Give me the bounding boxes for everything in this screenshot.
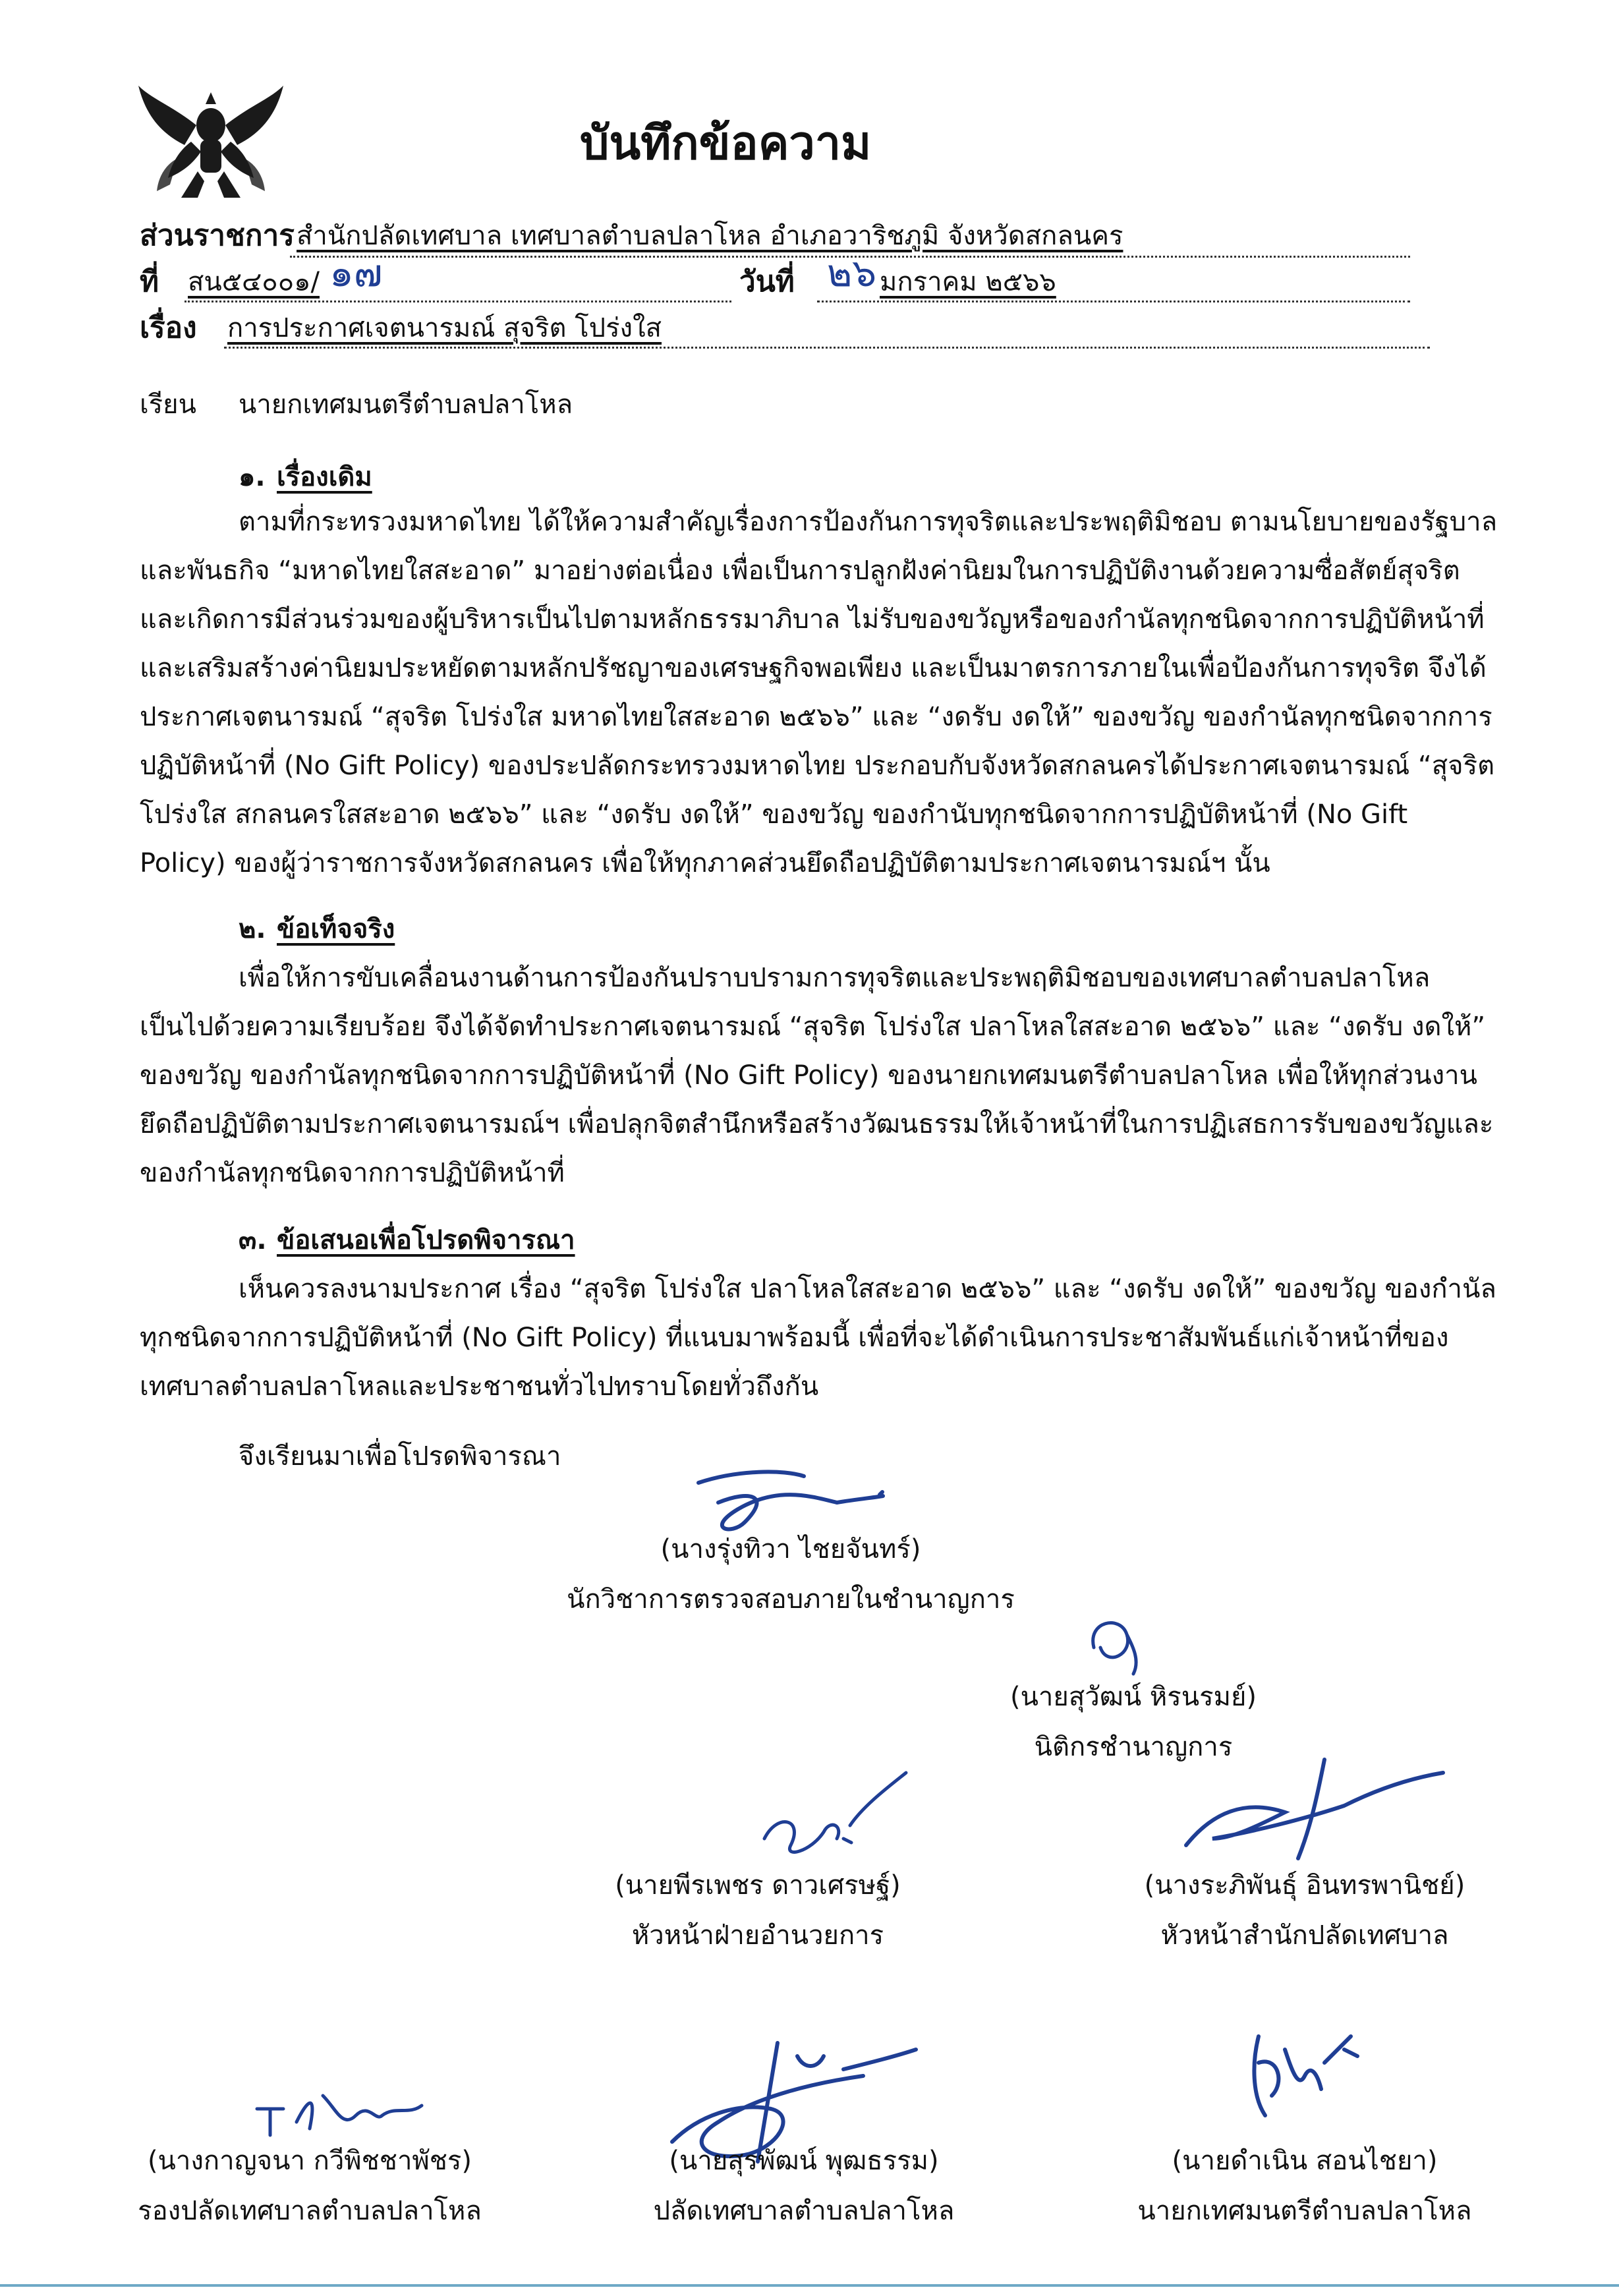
signatory-7-position: นายกเทศมนตรีตำบลปลาโหล — [1137, 2196, 1472, 2226]
section-3-num: ๓. — [239, 1225, 267, 1255]
agency-label: ส่วนราชการ — [140, 219, 295, 252]
subject-value: การประกาศเจตนารมณ์ สุจริต โปร่งใส — [227, 313, 662, 343]
closing-text: จึงเรียนมาเพื่อโปรดพิจารณา — [239, 1441, 561, 1472]
signatory-1-name: (นางรุ่งทิวา ไชยจันทร์) — [660, 1534, 921, 1564]
signatory-3-position: หัวหน้าฝ่ายอำนวยการ — [631, 1920, 884, 1951]
subject-label: เรื่อง — [140, 311, 197, 345]
ref-label: ที่ — [140, 265, 159, 299]
signatory-2-name: (นายสุวัฒน์ หิรนรมย์) — [1009, 1682, 1257, 1712]
salutation-value: นายกเทศมนตรีตำบลปลาโหล — [239, 389, 573, 420]
ref-value: สน๕๔๐๐๑/ — [188, 267, 320, 297]
page-title: บันทึกข้อความ — [580, 116, 872, 170]
section-2-line: เพื่อให้การขับเคลื่อนงานด้านการป้องกันปราบปรามการทุจริตและประพฤติมิชอบของเทศบาลตำบลปลาโหล — [239, 963, 1431, 993]
section-2-line: ของขวัญ ของกำนัลทุกชนิดจากการปฏิบัติหน้าที่ (No Gift Policy) ของนายกเทศมนตรีตำบลปลาโหล เพื่อให้ทุกส่วนงาน — [140, 1060, 1477, 1091]
section-2-line: ของกำนัลทุกชนิดจากการปฏิบัติหน้าที่ — [140, 1158, 565, 1188]
signatory-3-name: (นายพีรเพชร ดาวเศรษฐ์) — [615, 1870, 901, 1901]
section-1-line: ประกาศเจตนารมณ์ “สุจริต โปร่งใส มหาดไทยใสสะอาด ๒๕๖๖” และ “งดรับ งดให้” ของขวัญ ของกำนัลทุกชนิดจากการ — [140, 702, 1492, 732]
signatory-5-name: (นางกาญจนา กวีพิชชาพัชร) — [147, 2146, 472, 2176]
signature-2-mark — [1081, 1608, 1160, 1680]
section-1-heading: เรื่องเดิม — [277, 462, 372, 492]
section-3-line: เทศบาลตำบลปลาโหลและประชาชนทั่วไปทราบโดยทั่วถึงกัน — [140, 1371, 819, 1402]
signatory-2-position: นิติกรชำนาญการ — [1034, 1732, 1233, 1762]
signatory-5-position: รองปลัดเทศบาลตำบลปลาโหล — [138, 2196, 482, 2226]
signature-4-mark — [1173, 1753, 1450, 1865]
signatory-6-position: ปลัดเทศบาลตำบลปลาโหล — [653, 2196, 955, 2226]
date-day-handwritten: ๒๖ — [827, 250, 877, 295]
date-dotline — [817, 301, 1410, 302]
bottom-rule — [0, 2284, 1619, 2287]
section-3-line: เห็นควรลงนามประกาศ เรื่อง “สุจริต โปร่งใส ปลาโหลใสสะอาด ๒๕๖๖” และ “งดรับ งดให้” ของขวัญ ของกำนัล — [239, 1274, 1496, 1304]
section-2-num: ๒. — [239, 914, 266, 944]
ref-number-handwritten: ๑๗ — [329, 250, 383, 295]
ref-dotline — [185, 301, 731, 302]
section-3-heading: ข้อเสนอเพื่อโปรดพิจารณา — [277, 1225, 575, 1255]
garuda-emblem-icon — [132, 79, 290, 204]
signatory-7-name: (นายดำเนิน สอนไชยา) — [1172, 2146, 1438, 2176]
section-3-line: ทุกชนิดจากการปฏิบัติหน้าที่ (No Gift Policy) ที่แนบมาพร้อมนี้ เพื่อที่จะได้ดำเนินการประชาสัมพันธ์แก่เจ้าหน้าที่ของ — [140, 1323, 1449, 1353]
agency-value: สำนักปลัดเทศบาล เทศบาลตำบลปลาโหล อำเภอวาริชภูมิ จังหวัดสกลนคร — [297, 221, 1123, 251]
section-2-line: เป็นไปด้วยความเรียบร้อย จึงได้จัดทำประกาศเจตนารมณ์ “สุจริต โปร่งใส ปลาโหลใสสะอาด ๒๕๖๖” และ “งดรับ งดให้” — [140, 1012, 1486, 1042]
signatory-6-name: (นายสุรพัฒน์ พุฒธรรม) — [669, 2146, 939, 2176]
section-1-line: ตามที่กระทรวงมหาดไทย ได้ให้ความสำคัญเรื่องการป้องกันการทุจริตและประพฤติมิชอบ ตามนโยบายของรัฐบาล — [239, 507, 1498, 537]
section-1-line: และเสริมสร้างค่านิยมประหยัดตามหลักปรัชญาของเศรษฐกิจพอเพียง และเป็นมาตรการภายในเพื่อป้องกันการทุจริต จึงได้ — [140, 653, 1487, 683]
section-2-heading: ข้อเท็จจริง — [277, 914, 395, 944]
section-1-line: Policy) ของผู้ว่าราชการจังหวัดสกลนคร เพื่อให้ทุกภาคส่วนยึดถือปฏิบัติตามประกาศเจตนารมณ์ฯ นั้น — [140, 848, 1270, 878]
section-1-line: และเกิดการมีส่วนร่วมของผู้บริหารเป็นไปตามหลักธรรมาภิบาล ไม่รับของขวัญหรือของกำนัลทุกชนิดจากการปฏิบัติหน้าที่ — [140, 604, 1485, 635]
signature-3-mark — [751, 1766, 909, 1865]
date-label: วันที่ — [739, 265, 795, 299]
signatory-4-name: (นางระภิพันธุ์ อินทรพานิชย์) — [1144, 1870, 1465, 1901]
section-1-line: และพันธกิจ “มหาดไทยใสสะอาด” มาอย่างต่อเนื่อง เพื่อเป็นการปลูกฝังค่านิยมในการปฏิบัติงานด้วยความซื่อสัตย์สุจริต — [140, 556, 1460, 586]
section-1-line: โปร่งใส สกลนครใสสะอาด ๒๕๖๖” และ “งดรับ งดให้” ของขวัญ ของกำนับทุกชนิดจากการปฏิบัติหน้าที่ (No Gift — [140, 799, 1408, 830]
section-1-line: ปฏิบัติหน้าที่ (No Gift Policy) ของประปลัดกระทรวงมหาดไทย ประกอบกับจังหวัดสกลนครได้ประกาศเจตนารมณ์ “สุจริต — [140, 751, 1495, 781]
signature-5-mark — [244, 2069, 428, 2142]
signature-7-mark — [1245, 2023, 1364, 2122]
date-month-year: มกราคม ๒๕๖๖ — [880, 267, 1056, 297]
subject-dotline — [224, 347, 1430, 349]
salutation-label: เรียน — [140, 389, 196, 420]
section-2-line: ยึดถือปฏิบัติตามประกาศเจตนารมณ์ฯ เพื่อปลุกจิตสำนึกหรือสร้างวัฒนธรรมให้เจ้าหน้าที่ในการปฏิเสธการรับของขวัญและ — [140, 1109, 1494, 1139]
signatory-1-position: นักวิชาการตรวจสอบภายในชำนาญการ — [567, 1584, 1015, 1615]
section-1-num: ๑. — [239, 462, 266, 492]
signatory-4-position: หัวหน้าสำนักปลัดเทศบาล — [1160, 1920, 1449, 1951]
